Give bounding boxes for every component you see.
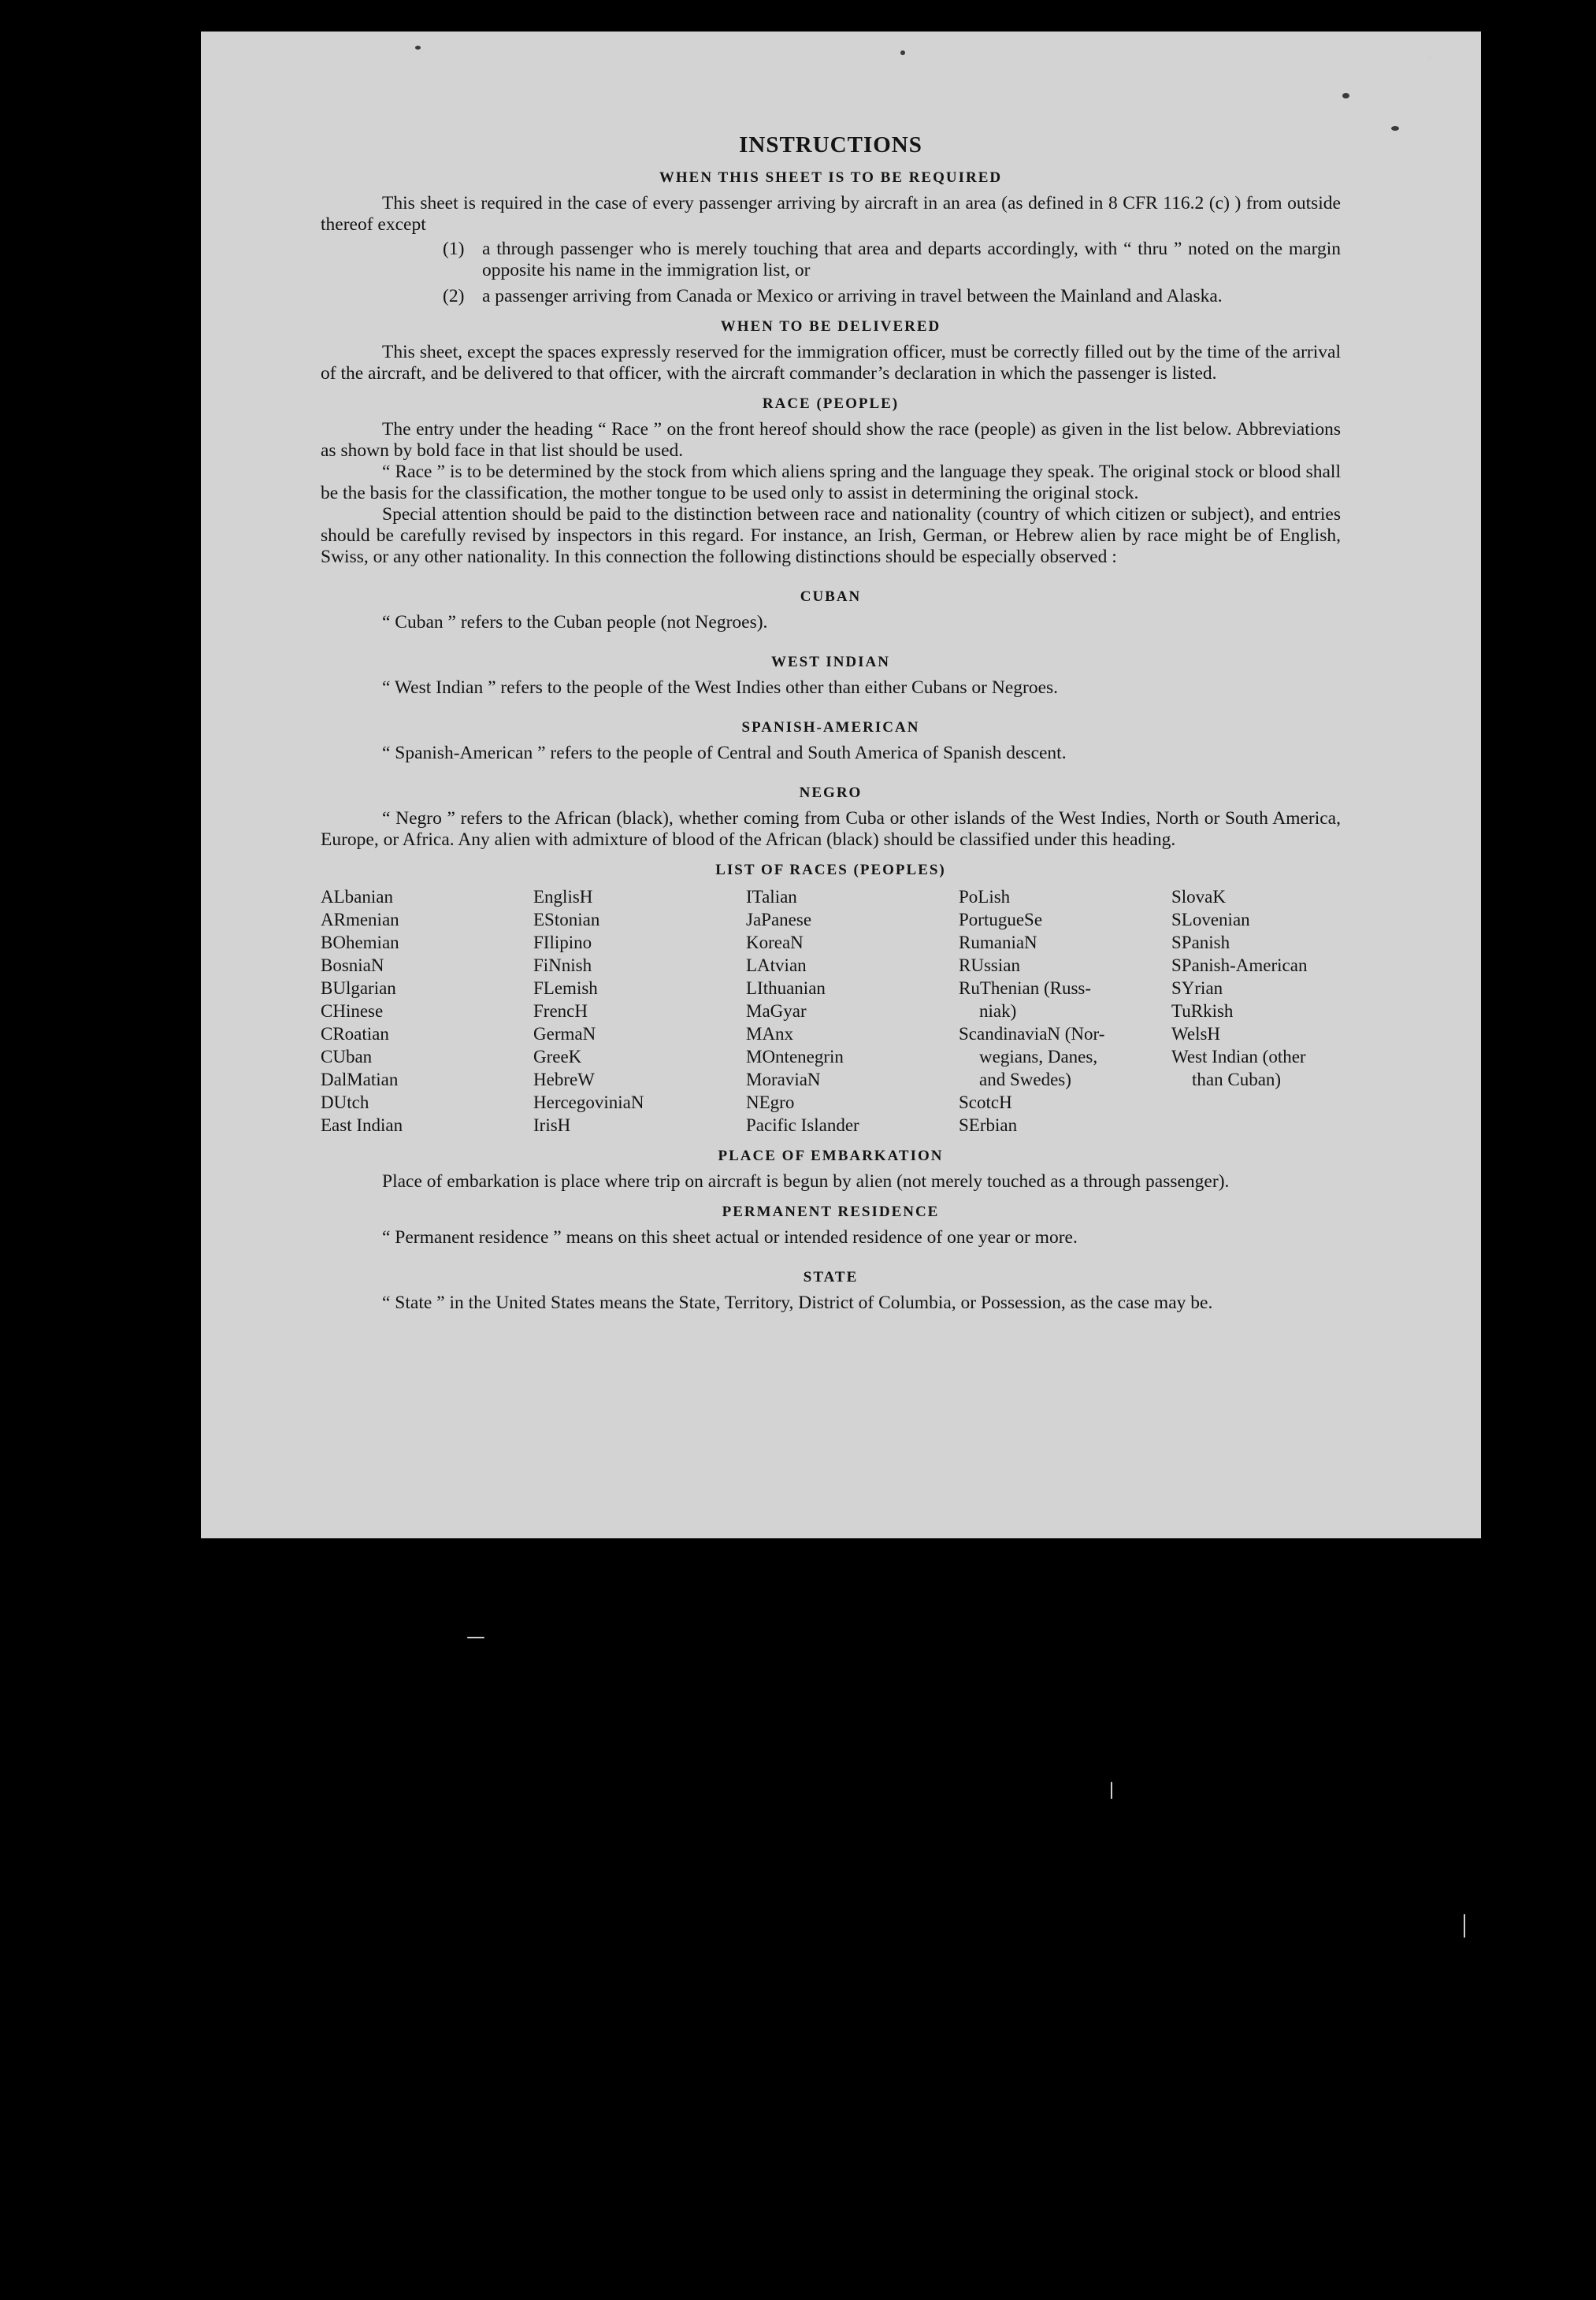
race-entry: FrencH xyxy=(533,1001,588,1021)
residence-text: “ Permanent residence ” means on this sheet actual or intended residence of one year or more. xyxy=(382,1227,1078,1248)
race-entry: FIlipino xyxy=(533,933,592,952)
race-entry: than Cuban) xyxy=(1192,1070,1282,1089)
race-entry: East Indian xyxy=(321,1115,403,1135)
race-entry: LIthuanian xyxy=(746,978,826,998)
scan-speck xyxy=(1391,126,1399,131)
cuban-text: “ Cuban ” refers to the Cuban people (not Negroes). xyxy=(382,612,768,632)
race-entry: RuThenian (Russ- xyxy=(959,978,1092,998)
race-entry: DalMatian xyxy=(321,1070,399,1089)
race-entry: DUtch xyxy=(321,1092,369,1112)
race-entry: BosniaN xyxy=(321,955,384,975)
heading-spanish-american: SPANISH-AMERICAN xyxy=(741,719,920,736)
race-entry: RumaniaN xyxy=(959,933,1037,952)
race-entry: CUban xyxy=(321,1047,373,1067)
scan-speck xyxy=(1111,1782,1112,1799)
heading-list-of-races: LIST OF RACES (PEOPLES) xyxy=(715,862,946,878)
race-entry: ALbanian xyxy=(321,887,393,907)
heading-state: STATE xyxy=(803,1269,859,1285)
heading-embarkation: PLACE OF EMBARKATION xyxy=(718,1148,944,1164)
state-text: “ State ” in the United States means the State, Territory, District of Columbia, or Possession, as the case may be. xyxy=(382,1293,1213,1313)
race-entry: GermaN xyxy=(533,1024,596,1044)
exception-text: a passenger arriving from Canada or Mexico or arriving in travel between the Mainland and Alaska. xyxy=(482,286,1223,306)
race-entry: WelsH xyxy=(1171,1024,1221,1044)
exception-item-2 xyxy=(321,286,1341,307)
document-sheet xyxy=(201,32,1481,1538)
race-entry: GreeK xyxy=(533,1047,582,1067)
scan-speck xyxy=(1464,1914,1465,1938)
race-entry: ARmenian xyxy=(321,910,399,929)
race-paragraph-3: Special attention should be paid to the distinction between race and nationality (country of which citizen or subject), and entries should be carefully revised by inspectors in this regard. For instance, an Irish, German, or Hebrew alien by race might be of English, Swiss, or any other nationality. In this connection the following distinctions should be especially observed : xyxy=(321,504,1341,567)
heading-race: RACE (PEOPLE) xyxy=(762,395,900,412)
race-entry: TuRkish xyxy=(1171,1001,1234,1021)
race-entry: ScandinaviaN (Nor- xyxy=(959,1024,1105,1044)
race-entry: RUssian xyxy=(959,955,1020,975)
race-entry: ITalian xyxy=(746,887,797,907)
exception-number: (2) xyxy=(443,286,465,306)
race-entry: SPanish-American xyxy=(1171,955,1308,975)
race-entry: EnglisH xyxy=(533,887,593,907)
race-entry: SYrian xyxy=(1171,978,1223,998)
race-entry: FLemish xyxy=(533,978,598,998)
exception-number: (1) xyxy=(443,239,465,259)
negro-text: “ Negro ” refers to the African (black), whether coming from Cuba or other islands of the West Indies, North or South America, Europe, or Africa. Any alien with admixture of blood of the African (black) should be classified under this heading. xyxy=(321,808,1341,850)
scan-speck xyxy=(900,50,905,55)
race-entry: niak) xyxy=(979,1001,1017,1021)
heading-when-required: WHEN THIS SHEET IS TO BE REQUIRED xyxy=(659,169,1003,186)
race-entry: PortugueSe xyxy=(959,910,1043,929)
heading-negro: NEGRO xyxy=(799,785,863,801)
race-entry: LAtvian xyxy=(746,955,807,975)
race-column xyxy=(959,885,1171,1137)
race-entry: IrisH xyxy=(533,1115,571,1135)
race-entry: CHinese xyxy=(321,1001,384,1021)
race-column xyxy=(746,885,959,1137)
heading-when-delivered: WHEN TO BE DELIVERED xyxy=(720,318,941,335)
race-column xyxy=(1171,885,1341,1137)
scan-speck xyxy=(1427,55,1431,59)
west-indian-text: “ West Indian ” refers to the people of the West Indies other than either Cubans or Negroes. xyxy=(382,677,1059,698)
race-entry: HercegoviniaN xyxy=(533,1092,644,1112)
exception-item-1 xyxy=(321,239,1341,281)
race-entry: ScotcH xyxy=(959,1092,1012,1112)
spanish-american-text: “ Spanish-American ” refers to the people of Central and South America of Spanish descent. xyxy=(382,743,1067,763)
race-entry: MoraviaN xyxy=(746,1070,821,1089)
race-column xyxy=(533,885,746,1137)
heading-cuban: CUBAN xyxy=(800,588,862,605)
race-entry: wegians, Danes, xyxy=(979,1047,1098,1067)
race-entry: BOhemian xyxy=(321,933,399,952)
race-entry: Pacific Islander xyxy=(746,1115,859,1135)
scan-speck xyxy=(415,46,421,50)
race-column xyxy=(321,885,533,1137)
when-delivered-text: This sheet, except the spaces expressly reserved for the immigration officer, must be correctly filled out by the time of the arrival of the aircraft, and be delivered to that officer, with the aircraft commander’s declaration in which the passenger is listed. xyxy=(321,342,1341,384)
race-entry: CRoatian xyxy=(321,1024,389,1044)
race-entry: SlovaK xyxy=(1171,887,1226,907)
race-entry: SLovenian xyxy=(1171,910,1250,929)
race-entry: BUlgarian xyxy=(321,978,396,998)
race-entry: MAnx xyxy=(746,1024,794,1044)
race-paragraph-2: “ Race ” is to be determined by the stock from which aliens spring and the language they speak. The original stock or blood shall be the basis for the classification, the mother tongue to be used only to assist in determining the original stock. xyxy=(321,462,1341,503)
race-entry: HebreW xyxy=(533,1070,595,1089)
scan-speck xyxy=(467,1637,484,1638)
race-entry: KoreaN xyxy=(746,933,804,952)
heading-west-indian: WEST INDIAN xyxy=(771,654,890,670)
race-entry: SPanish xyxy=(1171,933,1230,952)
race-entry: West Indian (other xyxy=(1171,1047,1306,1067)
race-entry: MaGyar xyxy=(746,1001,807,1021)
race-entry: JaPanese xyxy=(746,910,812,929)
race-entry: MOntenegrin xyxy=(746,1047,844,1067)
scan-speck xyxy=(1342,93,1349,98)
race-entry: SErbian xyxy=(959,1115,1018,1135)
embarkation-text: Place of embarkation is place where trip on aircraft is begun by alien (not merely touched as a through passenger). xyxy=(382,1171,1230,1192)
when-required-intro: This sheet is required in the case of every passenger arriving by aircraft in an area (as defined in 8 CFR 116.2 (c) ) from outside thereof except xyxy=(321,193,1341,235)
race-paragraph-1: The entry under the heading “ Race ” on the front hereof should show the race (people) as given in the list below. Abbreviations as shown by bold face in that list should be used. xyxy=(321,419,1341,461)
race-entry: and Swedes) xyxy=(979,1070,1071,1089)
page-title: INSTRUCTIONS xyxy=(739,132,922,158)
race-entry: NEgro xyxy=(746,1092,795,1112)
exception-text: a through passenger who is merely touching that area and departs accordingly, with “ thru ” noted on the margin opposite his name in the immigration list, or xyxy=(482,239,1341,280)
race-entry: EStonian xyxy=(533,910,600,929)
heading-residence: PERMANENT RESIDENCE xyxy=(722,1204,940,1220)
race-list xyxy=(321,885,1341,1137)
instructions-content xyxy=(321,132,1341,1314)
race-entry: FiNnish xyxy=(533,955,592,975)
race-entry: PoLish xyxy=(959,887,1011,907)
